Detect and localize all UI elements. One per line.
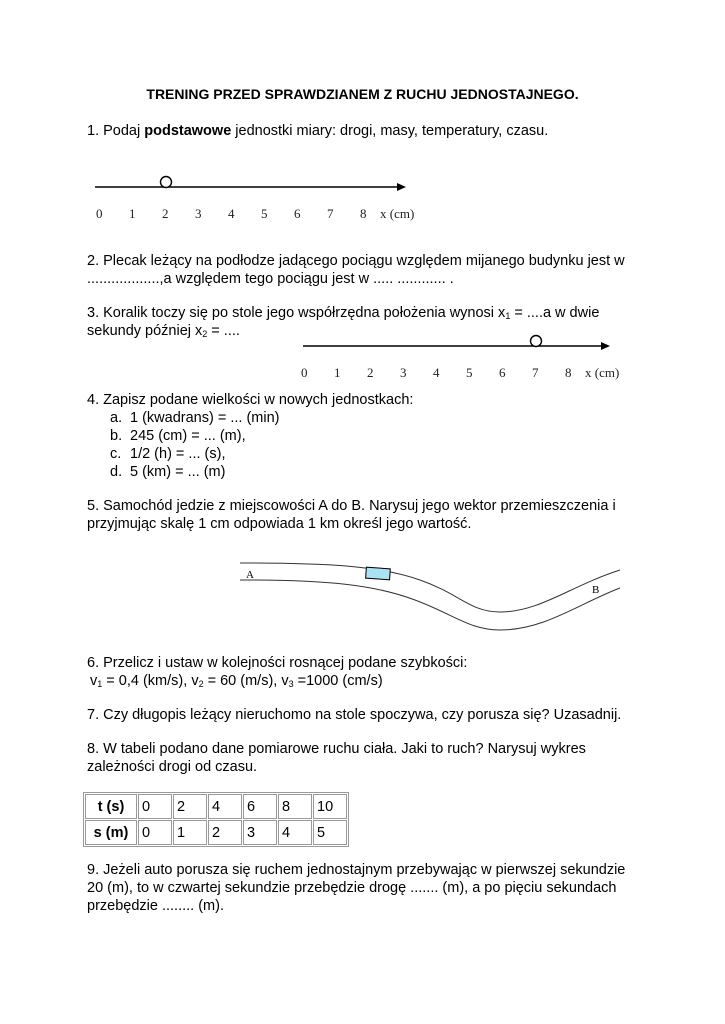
road-label-a: A xyxy=(246,569,254,581)
question-6-line-2 xyxy=(90,672,383,693)
axis-tick-label: 0 xyxy=(96,206,103,221)
table-row-time xyxy=(85,794,347,819)
table-header-distance: s (m) xyxy=(85,820,137,845)
axis-tick-label: 4 xyxy=(228,206,235,221)
axis-tick-label: 1 xyxy=(334,365,341,380)
speed-v2-value: = 60 (m/s), xyxy=(203,673,282,689)
question-4-item-c-letter: c. xyxy=(110,446,122,462)
table-header-time: t (s) xyxy=(85,794,137,819)
question-8-line-2: zależności drogi od czasu. xyxy=(87,759,258,775)
question-5-line-1: 5. Samochód jedzie z miejscowości A do B. Narysuj jego wektor przemieszczenia i xyxy=(87,498,616,514)
axis-tick-label: 3 xyxy=(400,365,407,380)
table-cell: 4 xyxy=(278,820,312,845)
axis-tick-label: 1 xyxy=(129,206,136,221)
car-icon xyxy=(366,567,391,580)
table-cell: 4 xyxy=(208,794,242,819)
question-4-item-a-letter: a. xyxy=(110,410,123,426)
speed-v3-sub: 3 xyxy=(288,679,294,689)
axis-tick-label: 7 xyxy=(532,365,539,380)
question-1-text-after: jednostki miary: drogi, masy, temperatury, czasu. xyxy=(231,123,549,139)
axis-tick-label: 3 xyxy=(195,206,202,221)
question-3-line-2-a: sekundy później x xyxy=(87,323,203,339)
table-row-distance xyxy=(85,820,347,845)
question-1-text-before: 1. Podaj xyxy=(87,123,145,139)
question-9-line-1: 9. Jeżeli auto porusza się ruchem jednostajnym przebywając w pierwszej sekundzie xyxy=(87,862,626,878)
axis-unit-label: x (cm) xyxy=(585,365,620,380)
table-cell: 0 xyxy=(138,820,172,845)
speed-v2-sub: 2 xyxy=(198,679,204,689)
axis-tick-label: 4 xyxy=(433,365,440,380)
question-4-item-b-text: 245 (cm) = ... (m), xyxy=(130,428,246,444)
question-6-line-1: 6. Przelicz i ustaw w kolejności rosnącej podane szybkości: xyxy=(87,655,468,671)
axis-tick-label: 5 xyxy=(261,206,268,221)
axis-tick-label: 2 xyxy=(367,365,374,380)
question-4-intro: 4. Zapisz podane wielkości w nowych jednostkach: xyxy=(87,392,414,408)
question-3-line-2-b: = .... xyxy=(207,323,240,339)
road-label-b: B xyxy=(592,584,600,596)
axis-tick-label: 6 xyxy=(294,206,301,221)
road-lower-edge xyxy=(240,580,620,630)
road-upper-edge xyxy=(240,563,620,612)
axis-tick-label: 6 xyxy=(499,365,506,380)
question-2-line-2: ..................,a względem tego pociągu jest w ..... ............ . xyxy=(87,271,454,287)
question-5-line-2: przyjmując skalę 1 cm odpowiada 1 km określ jego wartość. xyxy=(87,516,472,532)
question-3-line-1-a: 3. Koralik toczy się po stole jego współrzędna położenia wynosi x xyxy=(87,305,506,321)
axis-tick-label: 5 xyxy=(466,365,473,380)
question-1-bold: podstawowe xyxy=(144,123,232,139)
axis-tick-label: 0 xyxy=(301,365,308,380)
speed-v3-value: =1000 (cm/s) xyxy=(293,673,383,689)
question-9-line-3: przebędzie ........ (m). xyxy=(87,898,224,914)
axis-tick-label: 8 xyxy=(360,206,367,221)
table-cell: 2 xyxy=(208,820,242,845)
axis-unit-label: x (cm) xyxy=(380,206,415,221)
speed-v2-symbol: v xyxy=(191,673,199,689)
question-4-item-a-text: 1 (kwadrans) = ... (min) xyxy=(130,410,280,426)
table-cell: 6 xyxy=(243,794,277,819)
question-3-sub-2: 2 xyxy=(202,329,208,339)
page-title: TRENING PRZED SPRAWDZIANEM Z RUCHU JEDNOSTAJNEGO. xyxy=(146,86,579,102)
question-8-line-1: 8. W tabeli podano dane pomiarowe ruchu ciała. Jaki to ruch? Narysuj wykres xyxy=(87,741,586,757)
table-cell: 5 xyxy=(313,820,347,845)
question-4-item-d-text: 5 (km) = ... (m) xyxy=(130,464,226,480)
axis-tick-label: 7 xyxy=(327,206,334,221)
measurement-table xyxy=(83,792,349,847)
question-9-line-2: 20 (m), to w czwartej sekundzie przebędzie drogę ....... (m), a po pięciu sekundach xyxy=(87,880,617,896)
table-cell: 10 xyxy=(313,794,347,819)
question-4-item-c-text: 1/2 (h) = ... (s), xyxy=(130,446,226,462)
table-cell: 1 xyxy=(173,820,207,845)
table-cell: 3 xyxy=(243,820,277,845)
table-cell: 0 xyxy=(138,794,172,819)
table-cell: 8 xyxy=(278,794,312,819)
question-2-line-1: 2. Plecak leżący na podłodze jadącego pociągu względem mijanego budynku jest w xyxy=(87,253,625,269)
question-7-line-1: 7. Czy długopis leżący nieruchomo na stole spoczywa, czy porusza się? Uzasadnij. xyxy=(87,707,622,723)
question-4-item-b-letter: b. xyxy=(110,428,123,444)
question-3-line-1-b: = ....a w dwie xyxy=(510,305,600,321)
question-3-sub-1: 1 xyxy=(505,311,511,321)
speed-v1-sub: 1 xyxy=(97,679,103,689)
axis-tick-label: 2 xyxy=(162,206,169,221)
axis-tick-label: 8 xyxy=(565,365,572,380)
speed-v1-value: = 0,4 (km/s), xyxy=(102,673,192,689)
question-4-item-d-letter: d. xyxy=(110,464,123,480)
speed-v3-symbol: v xyxy=(281,673,289,689)
speed-v1-symbol: v xyxy=(90,673,98,689)
table-cell: 2 xyxy=(173,794,207,819)
